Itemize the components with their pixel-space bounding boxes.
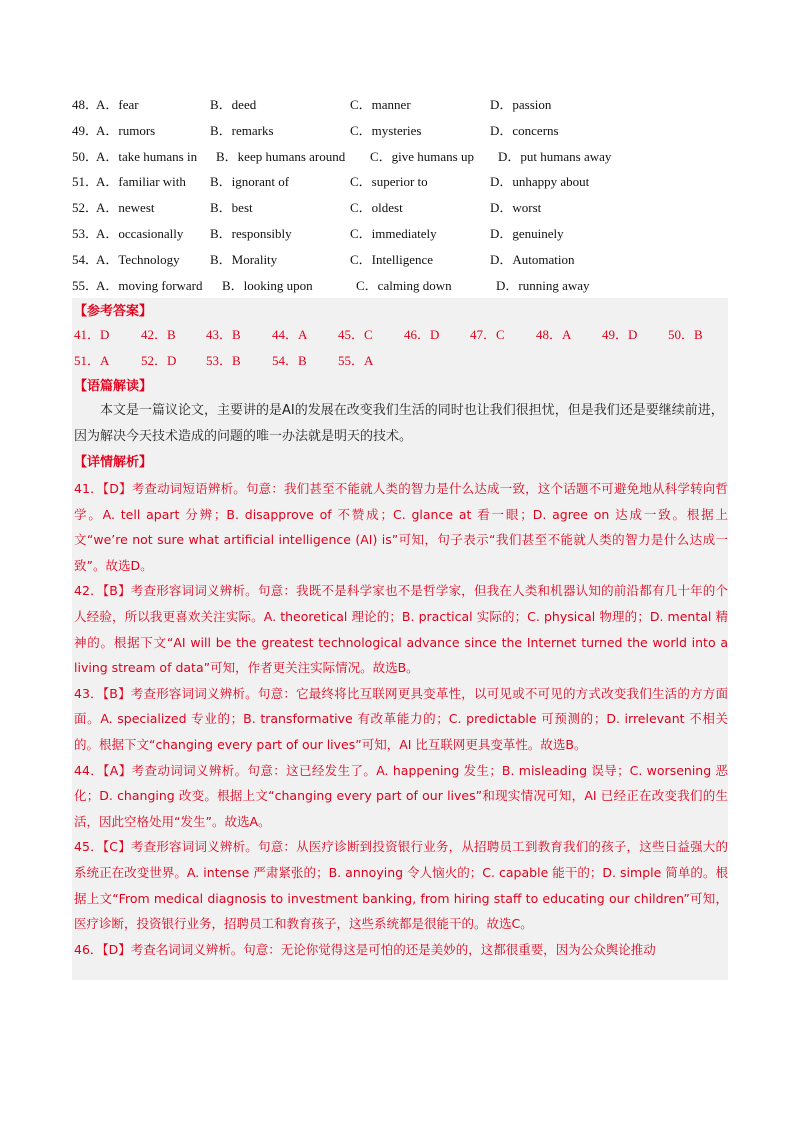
option-a: A．familiar with <box>96 174 186 190</box>
question-row <box>72 273 732 299</box>
analysis-list <box>74 476 728 962</box>
reading-heading: 【语篇解读】 <box>74 378 153 393</box>
analysis-item: 43．【B】考查形容词词义辨析。句意：它最终将比互联网更具变革性，以可见或不可见的方式改变我们生活的方方面面。A. specialized 专业的；B. transformative 有改革能力的；C. predictable 可预测的；D. irrelevant 不相关的。根据下文“changing every part of our lives”可知，AI 比互联网更具变革性。故选B。 <box>74 685 728 752</box>
option-c: C．give humans up <box>370 148 474 164</box>
question-number: 55． <box>72 277 99 293</box>
answer-item: 43．B <box>206 327 241 342</box>
question-number: 48． <box>72 97 99 112</box>
answer-item: 53．B <box>206 353 241 368</box>
option-d: D．passion <box>490 97 552 112</box>
question-row <box>72 144 732 170</box>
option-b: B．deed <box>210 97 257 112</box>
question-row <box>72 221 732 247</box>
analysis-item: 44．【A】考查动词词义辨析。句意：这已经发生了。A. happening 发生；B. misleading 误导；C. worsening 恶化；D. changing 改变。根据上文“changing every part of our lives”和现实情况可知，AI 已经正在改变我们的生活，因此空格处用“发生”。故选A。 <box>74 762 728 829</box>
analysis-item: 42．【B】考查形容词词义辨析。句意：我既不是科学家也不是哲学家，但我在人类和机器认知的前沿都有几十年的个人经验，所以我更喜欢关注实际。A. theoretical 理论的；B. practical 实际的；C. physical 物理的；D. mental 精神的。根据下文“AI will be the greatest technological advance since the Internet turned the world into a living stream of data”可知，作者更关注实际情况。故选B。 <box>74 583 728 676</box>
option-c: C．manner <box>350 97 411 112</box>
analysis-item: 45．【C】考查形容词词义辨析。句意：从医疗诊断到投资银行业务，从招聘员工到教育我们的孩子，这些日益强大的系统正在改变世界。A. intense 严肃紧张的；B. annoying 令人恼火的；C. capable 能干的；D. simple 简单的。根据上文“From medical diagnosis to investment banking, from hiring staff to educating our children”可知，医疗诊断，投资银行业务，招聘员工和教育孩子，这些系统都是很能干的。故选C。 <box>74 839 728 932</box>
option-b: B．Morality <box>210 251 278 267</box>
answer-item: 47．C <box>470 327 505 342</box>
answer-item: 41．D <box>74 327 110 342</box>
reading-summary: 本文是一篇议论文，主要讲的是AI的发展在改变我们生活的同时也让我们很担忧，但是我们还是要继续前进，因为解决今天技术造成的问题的唯一办法就是明天的技术。 <box>74 403 724 444</box>
answer-item: 48．A <box>536 327 572 342</box>
answer-item: 55．A <box>338 353 374 368</box>
option-c: C．calming down <box>356 277 452 293</box>
question-number: 52． <box>72 200 99 216</box>
question-row <box>72 169 732 195</box>
option-c: C．oldest <box>350 200 403 216</box>
answer-key-heading: 【参考答案】 <box>74 303 153 318</box>
analysis-heading: 【详情解析】 <box>74 454 153 469</box>
option-c: C．immediately <box>350 225 437 241</box>
option-b: B．ignorant of <box>210 174 290 190</box>
option-a: A．newest <box>96 200 155 216</box>
option-a: A．rumors <box>96 122 156 138</box>
option-b: B．best <box>210 200 253 216</box>
option-b: B．remarks <box>210 122 274 138</box>
question-number: 51． <box>72 174 99 190</box>
answer-section <box>72 298 728 980</box>
analysis-item: 46．【D】考查名词词义辨析。句意：无论你觉得这是可怕的还是美妙的，这都很重要，因为公众舆论推动 <box>74 941 656 957</box>
option-d: D．worst <box>490 200 542 216</box>
option-d: D．concerns <box>490 122 559 138</box>
question-list <box>72 92 732 298</box>
option-c: C．mysteries <box>350 122 422 138</box>
option-b: B．keep humans around <box>216 148 346 164</box>
option-b: B．responsibly <box>210 225 292 241</box>
answer-item: 50．B <box>668 327 703 342</box>
question-row <box>72 92 732 118</box>
option-b: B．looking upon <box>222 277 313 293</box>
option-a: A．take humans in <box>96 148 198 164</box>
question-number: 53． <box>72 225 99 241</box>
answer-item: 44．A <box>272 327 308 342</box>
option-c: C．superior to <box>350 174 428 190</box>
question-number: 49． <box>72 122 99 138</box>
answer-item: 42．B <box>141 327 176 342</box>
question-row <box>72 118 732 144</box>
answer-item: 46．D <box>404 327 440 342</box>
option-a: A．Technology <box>96 251 180 267</box>
answer-key-row <box>74 322 724 348</box>
question-number: 54． <box>72 251 99 267</box>
answer-key-row <box>74 348 724 374</box>
option-d: D．Automation <box>490 251 575 267</box>
option-d: D．unhappy about <box>490 174 590 190</box>
option-d: D．put humans away <box>498 148 612 164</box>
option-a: A．moving forward <box>96 277 203 293</box>
answer-item: 45．C <box>338 327 373 342</box>
option-d: D．genuinely <box>490 225 564 241</box>
answer-item: 54．B <box>272 353 307 368</box>
answer-item: 51．A <box>74 353 110 368</box>
option-a: A．occasionally <box>96 225 184 241</box>
question-row <box>72 247 732 273</box>
option-a: A．fear <box>96 97 139 112</box>
question-row <box>72 195 732 221</box>
answer-item: 49．D <box>602 327 638 342</box>
option-c: C．Intelligence <box>350 251 434 267</box>
option-d: D．running away <box>496 277 590 293</box>
answer-item: 52．D <box>141 353 177 368</box>
question-number: 50． <box>72 148 99 164</box>
analysis-item: 41．【D】考查动词短语辨析。句意：我们甚至不能就人类的智力是什么达成一致，这个话题不可避免地从科学转向哲学。A. tell apart 分辨；B. disapprove of 不赞成；C. glance at 看一眼；D. agree on 达成一致。根据上文“we’re not sure what artificial intelligence (AI) is”可知，句子表示“我们甚至不能就人类的智力是什么达成一致”。故选D。 <box>74 481 728 573</box>
